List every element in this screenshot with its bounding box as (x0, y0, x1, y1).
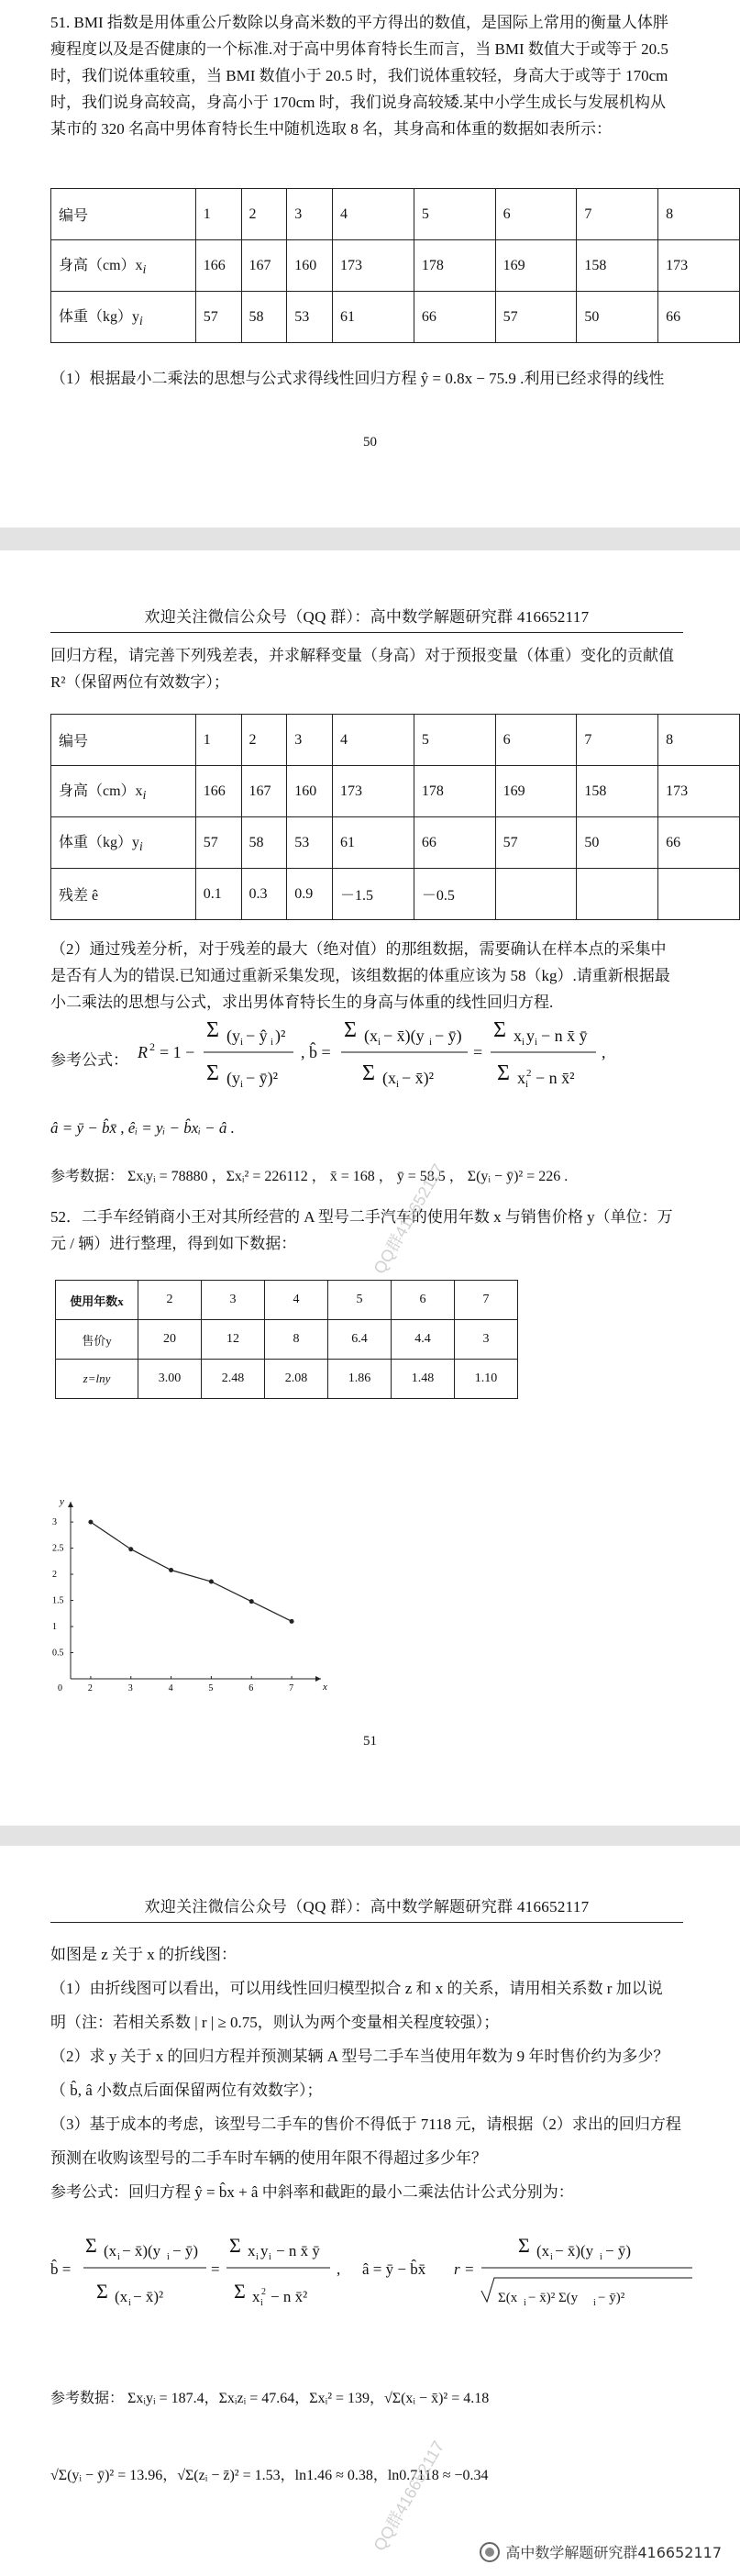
table-row (51, 240, 740, 292)
text-line: 预测在收购该型号的二手车时车辆的使用年限不得超过多少年？ (50, 2149, 487, 2167)
svg-text:y: y (260, 2242, 269, 2260)
chart-svg (50, 1495, 326, 1702)
svg-text:Σ: Σ (344, 1018, 357, 1042)
data-point (249, 1599, 254, 1604)
svg-text:i: i (600, 2252, 602, 2262)
svg-text:− x̄)(y: − x̄)(y (555, 2242, 594, 2260)
svg-text:(x: (x (115, 2288, 128, 2305)
svg-text:Σ: Σ (206, 1018, 219, 1042)
table-cell: 20 (138, 1320, 202, 1360)
table-cell: 使用年数x (56, 1281, 138, 1320)
reference-formula-r2 (50, 1014, 692, 1096)
table-cell: 身高$(cm)x_i$ (51, 240, 196, 292)
svg-text:(y: (y (226, 1069, 240, 1087)
table-cell: 3 (287, 189, 333, 240)
page-header: 欢迎关注微信公众号（QQ 群）：高中数学解题研究群 416652117 (50, 604, 683, 633)
table-cell: 178 (414, 766, 495, 817)
svg-text:b̂ =: b̂ = (50, 2260, 72, 2278)
svg-text:i: i (128, 2298, 131, 2308)
page-header: 欢迎关注微信公众号（QQ 群）：高中数学解题研究群 416652117 (50, 1893, 683, 1923)
table-cell (577, 869, 658, 920)
page-52 (0, 1846, 740, 2576)
page-separator (0, 1826, 740, 1846)
svg-text:,: , (337, 2260, 341, 2278)
table-cell: 7 (455, 1281, 518, 1320)
table-cell: 166 (195, 766, 241, 817)
series-line (91, 1522, 292, 1621)
table-cell: 61 (333, 817, 414, 869)
formula-text: â = ȳ − b̂x̄ , êᵢ = yᵢ − b̂xᵢ − â . (50, 1119, 235, 1137)
svg-text:(x: (x (104, 2242, 117, 2260)
table-cell: 167 (241, 240, 287, 292)
svg-text:i: i (256, 2252, 259, 2262)
svg-text:− x̄)²: − x̄)² (402, 1069, 435, 1087)
table-cell: 160 (287, 240, 333, 292)
text-line: 时，我们说身高较高，身高小于 170cm 时，我们说身高较矮.某中小学生成长与发展机构从 (50, 94, 667, 111)
table-cell: 57 (195, 817, 241, 869)
table-cell: 0.3 (241, 869, 287, 920)
text-line: （1）由折线图可以看出，可以用线性回归模型拟合 z 和 x 的关系，请用相关系数 r 加以说 (50, 1980, 663, 1997)
table-cell: 0.1 (195, 869, 241, 920)
svg-text:− n x̄ ȳ: − n x̄ ȳ (276, 2242, 320, 2260)
data-point (88, 1520, 93, 1525)
text-line: 瘦程度以及是否健康的一个标准.对于高中男体育特长生而言，当 BMI 数值大于或等于 20.5 (50, 40, 668, 58)
svg-text:2: 2 (526, 1068, 532, 1079)
svg-text:i: i (271, 1037, 274, 1048)
table-cell: 2.48 (202, 1360, 265, 1399)
reference-formula-a (50, 1115, 688, 1141)
svg-text:− ȳ): − ȳ) (172, 2242, 198, 2260)
text-line: （2）求 y 关于 x 的回归方程并预测某辆 A 型号二手车当使用年数为 9 年时售价约为多少？ (50, 2048, 669, 2065)
text-line: 参考公式：回归方程 ŷ = b̂x + â 中斜率和截距的最小二乘法估计公式分别为： (50, 2183, 574, 2201)
svg-text:2: 2 (149, 1040, 155, 1053)
table-cell: 2.08 (265, 1360, 328, 1399)
table-cell: 5 (414, 189, 495, 240)
svg-text:x: x (517, 1069, 525, 1087)
text-line: 小二乘法的思想与公式，求出男体育特长生的身高与体重的线性回归方程. (50, 994, 554, 1011)
reference-data-2 (50, 2462, 688, 2489)
svg-text:i: i (167, 2252, 170, 2262)
svg-text:)²: )² (275, 1027, 286, 1045)
svg-text:− x̄)² Σ(y: − x̄)² Σ(y (528, 2291, 579, 2305)
svg-text:Σ: Σ (518, 2234, 530, 2257)
table-cell: 58 (241, 292, 287, 343)
svg-text:,: , (602, 1043, 606, 1061)
table-row (51, 292, 740, 343)
table-cell: 6.4 (328, 1320, 392, 1360)
table-cell: 57 (495, 292, 577, 343)
svg-text:r: r (454, 2260, 460, 2278)
text-line: （ b̂, â 小数点后面保留两位有效数字）； (50, 2082, 323, 2099)
x-tick-label: 6 (249, 1683, 254, 1693)
table-cell: 1.86 (328, 1360, 392, 1399)
svg-text:− x̄)(y: − x̄)(y (383, 1027, 425, 1045)
table-cell: 8 (658, 189, 740, 240)
table-cell: 1 (195, 189, 241, 240)
svg-text:â = ȳ − b̂x̄: â = ȳ − b̂x̄ (362, 2260, 426, 2278)
text-line: （2）通过残差分析，对于残差的最大（绝对值）的那组数据，需要确认在样本点的采集中 (50, 940, 667, 958)
table-row (51, 817, 740, 869)
table-cell: 173 (333, 766, 414, 817)
table-cell: 1.48 (392, 1360, 455, 1399)
data-point (209, 1580, 214, 1584)
svg-text:i: i (260, 2298, 263, 2308)
svg-text:Σ: Σ (493, 1018, 506, 1042)
table-cell: 12 (202, 1320, 265, 1360)
svg-text:− ȳ)²: − ȳ)² (246, 1069, 279, 1087)
page-number: 50 (363, 435, 377, 450)
page-50 (0, 0, 740, 527)
table-cell: 6 (495, 189, 577, 240)
table-cell: 7 (577, 189, 658, 240)
watermark: QQ群416652117 (370, 2437, 448, 2554)
svg-text:i: i (524, 2298, 526, 2308)
svg-text:(x: (x (536, 2242, 550, 2260)
text-line: 51. BMI 指数是用体重公斤数除以身高米数的平方得出的数值，是国际上常用的衡量人体胖 (50, 14, 668, 31)
svg-text:i: i (378, 1037, 381, 1048)
table-cell: 残差 ê (51, 869, 196, 920)
height-weight-table (50, 188, 740, 343)
table-row (56, 1360, 518, 1399)
x-tick-label: 4 (168, 1683, 173, 1693)
table-cell: 2 (241, 715, 287, 766)
table-cell: 7 (577, 715, 658, 766)
svg-text:i: i (396, 1079, 400, 1090)
svg-text:i: i (522, 1037, 525, 1048)
table-cell: 体重$(kg)y_i$ (51, 292, 196, 343)
data-point (290, 1619, 294, 1624)
text-line: 时，我们说体重较重，当 BMI 数值小于 20.5 时，我们说体重较轻，身高大于或等于 170cm (50, 67, 668, 84)
svg-text:x: x (248, 2242, 256, 2260)
svg-text:y: y (526, 1027, 535, 1045)
svg-text:Σ: Σ (497, 1061, 510, 1085)
table-cell: 66 (414, 817, 495, 869)
brand-footer (480, 2541, 722, 2562)
table-row (51, 869, 740, 920)
y-tick-label: 1 (52, 1622, 57, 1633)
svg-text:Σ: Σ (96, 2280, 108, 2303)
svg-text:x: x (514, 1027, 522, 1045)
table-row (51, 715, 740, 766)
table-cell: 0.9 (287, 869, 333, 920)
table-cell: 66 (414, 292, 495, 343)
table-cell: 50 (577, 817, 658, 869)
watermark: QQ群416652117 (370, 1160, 448, 1277)
svg-text:i: i (240, 1079, 244, 1090)
ref-data-values: Σxᵢyᵢ = 187.4，Σxᵢzᵢ = 47.64，Σxᵢ² = 139，√Σ(xᵢ − x̄)² = 4.18 (127, 2391, 490, 2406)
table-row (56, 1320, 518, 1360)
x-tick-label: 2 (87, 1683, 93, 1693)
text-line: 元 / 辆）进行整理，得到如下数据： (50, 1235, 297, 1252)
table-row (56, 1281, 518, 1320)
svg-text:= 1 −: = 1 − (160, 1043, 195, 1061)
table-cell: 体重$(kg)y_i$ (51, 817, 196, 869)
table-cell: 178 (414, 240, 495, 292)
ref-data-values: Σxᵢyᵢ = 78880 ，Σxᵢ² = 226112 ， x̄ = 168 ， ȳ = 58.5 ， Σ(yᵢ − ȳ)² = 226 . (127, 1169, 569, 1184)
table-cell: 售价y (56, 1320, 138, 1360)
table-cell: 158 (577, 240, 658, 292)
svg-text:=: = (473, 1043, 483, 1061)
table-cell: 57 (495, 817, 577, 869)
svg-text:− x̄)(y: − x̄)(y (122, 2242, 161, 2260)
y-axis-label: y (60, 1496, 64, 1507)
brand-text: 高中数学解题研究群416652117 (505, 2544, 722, 2561)
y-tick-label: 2 (52, 1570, 57, 1581)
table-cell: 4 (265, 1281, 328, 1320)
reference-data (50, 1163, 688, 1190)
table-cell: 8 (265, 1320, 328, 1360)
car-price-table (55, 1280, 518, 1399)
x-tick-label: 3 (127, 1683, 133, 1693)
svg-text:=: = (211, 2260, 220, 2278)
svg-text:Σ: Σ (85, 2234, 97, 2257)
svg-text:− x̄)²: − x̄)² (133, 2288, 164, 2305)
text-line: 是否有人为的错误.已知通过重新采集发现，该组数据的体重应该为 58（kg）.请重新根据最 (50, 967, 670, 984)
svg-text:− ȳ): − ȳ) (605, 2242, 631, 2260)
svg-text:(y: (y (226, 1027, 240, 1045)
svg-text:Σ: Σ (234, 2280, 246, 2303)
svg-text:− ŷ: − ŷ (246, 1027, 268, 1045)
svg-text:Σ: Σ (362, 1061, 375, 1085)
x-axis-label: x (323, 1682, 327, 1693)
problem-51-text (50, 9, 688, 142)
text-line: 回归方程，请完善下列残差表，并求解释变量（身高）对于预报变量（体重）变化的贡献值 (50, 647, 674, 664)
table-row (51, 189, 740, 240)
x-axis-arrow (315, 1676, 321, 1682)
table-cell (658, 869, 740, 920)
table-cell: －1.5 (333, 869, 414, 920)
table-cell: 2 (241, 189, 287, 240)
table-cell: 3.00 (138, 1360, 202, 1399)
svg-text:− n x̄ ȳ: − n x̄ ȳ (541, 1027, 588, 1045)
table-cell: 3 (287, 715, 333, 766)
table-cell: 3 (202, 1281, 265, 1320)
table-cell: 编号 (51, 189, 196, 240)
table-cell: 66 (658, 817, 740, 869)
table-cell: 2 (138, 1281, 202, 1320)
svg-text:2: 2 (261, 2287, 266, 2297)
svg-text:i: i (269, 2252, 271, 2262)
table-cell: 50 (577, 292, 658, 343)
table-cell: 6 (392, 1281, 455, 1320)
table-cell: 6 (495, 715, 577, 766)
problem-52-questions (50, 1938, 688, 2209)
page-51 (0, 550, 740, 1826)
y-tick-label: 0.5 (52, 1648, 64, 1659)
svg-text:Σ: Σ (229, 2234, 241, 2257)
table-cell: 173 (658, 766, 740, 817)
y-tick-label: 1.5 (52, 1595, 64, 1606)
table-cell: 173 (658, 240, 740, 292)
table-cell: 173 (333, 240, 414, 292)
table-cell: 1.10 (455, 1360, 518, 1399)
question-2-text (50, 936, 688, 1016)
table-cell: －0.5 (414, 869, 495, 920)
ref-data-label: 参考数据： (50, 1169, 125, 1184)
formula-graphic (50, 2226, 692, 2318)
svg-text:− ȳ)²: − ȳ)² (598, 2291, 625, 2305)
y-tick-label: 3 (52, 1517, 57, 1528)
svg-text:(x: (x (382, 1069, 396, 1087)
table-cell: 167 (241, 766, 287, 817)
page-separator (0, 527, 740, 550)
svg-text:i: i (117, 2252, 120, 2262)
regression-formulas (50, 2226, 692, 2318)
table-cell: 1 (195, 715, 241, 766)
text-line: 某市的 320 名高中男体育特长生中随机选取 8 名，其身高和体重的数据如表所示： (50, 120, 612, 138)
data-point (169, 1568, 173, 1572)
y-axis-arrow (68, 1502, 73, 1507)
table-cell: 160 (287, 766, 333, 817)
table-cell: 身高$(cm)x_i$ (51, 766, 196, 817)
table-cell: 53 (287, 292, 333, 343)
table-cell (495, 869, 577, 920)
svg-text:=: = (465, 2260, 474, 2278)
svg-text:i: i (429, 1037, 433, 1048)
data-point (128, 1547, 133, 1551)
x-tick-label: 7 (289, 1683, 294, 1693)
table-cell: 4 (333, 715, 414, 766)
table-row (51, 766, 740, 817)
table-cell: 66 (658, 292, 740, 343)
svg-text:R: R (138, 1043, 148, 1061)
table-cell: 5 (414, 715, 495, 766)
problem-52-text (50, 1204, 688, 1257)
table-cell: 5 (328, 1281, 392, 1320)
svg-text:Σ: Σ (206, 1061, 219, 1085)
z-vs-x-line-chart (50, 1495, 326, 1706)
svg-text:− n x̄²: − n x̄² (536, 1069, 575, 1087)
svg-text:i: i (535, 1037, 538, 1048)
table-cell: 158 (577, 766, 658, 817)
table-cell: 61 (333, 292, 414, 343)
question-1-text: （1）根据最小二乘法的思想与公式求得线性回归方程 ŷ = 0.8x − 75.9 .利用已经求得的线性 (50, 370, 665, 387)
svg-text:Σ(x: Σ(x (498, 2291, 518, 2305)
table-cell: 169 (495, 240, 577, 292)
svg-text:i: i (525, 1079, 529, 1090)
svg-text:x: x (252, 2288, 260, 2305)
x-tick-label: 5 (208, 1683, 214, 1693)
svg-text:− n x̄²: − n x̄² (271, 2288, 308, 2305)
table-cell: 编号 (51, 715, 196, 766)
table-cell: 57 (195, 292, 241, 343)
table-cell: 53 (287, 817, 333, 869)
svg-text:− ȳ): − ȳ) (435, 1027, 462, 1045)
page-number: 51 (363, 1734, 377, 1749)
y-tick-label: 2.5 (52, 1543, 64, 1554)
text-line: 明（注：若相关系数 | r | ≥ 0.75，则认为两个变量相关程度较强）； (50, 2014, 500, 2031)
svg-text:i: i (550, 2252, 553, 2262)
formula-graphic (138, 1014, 706, 1096)
svg-text:i: i (593, 2298, 596, 2308)
wechat-logo-icon (480, 2542, 500, 2562)
continuation-text (50, 642, 688, 695)
table-cell: 4 (333, 189, 414, 240)
origin-label: 0 (58, 1683, 62, 1693)
table-cell: 166 (195, 240, 241, 292)
svg-text:i: i (240, 1037, 244, 1048)
text-line: 如图是 z 关于 x 的折线图： (50, 1946, 237, 1963)
table-cell: z=lny (56, 1360, 138, 1399)
table-cell: 4.4 (392, 1320, 455, 1360)
text-line: （3）基于成本的考虑，该型号二手车的售价不得低于 7118 元，请根据（2）求出的回归方程 (50, 2115, 681, 2133)
formula-label: 参考公式： (50, 1051, 128, 1069)
table-cell: 169 (495, 766, 577, 817)
text-line: 52．二手车经销商小王对其所经营的 A 型号二手汽车的使用年数 x 与销售价格 y（单位：万 (50, 1208, 673, 1226)
reference-data (50, 2385, 688, 2412)
residual-table (50, 714, 740, 920)
table-cell: 58 (241, 817, 287, 869)
table-cell: 3 (455, 1320, 518, 1360)
table-cell: 8 (658, 715, 740, 766)
text-line: R²（保留两位有效数字）； (50, 673, 229, 691)
ref-data-label: 参考数据： (50, 2391, 125, 2406)
ref-data-values: √Σ(yᵢ − ȳ)² = 13.96，√Σ(zᵢ − z̄)² = 1.53，ln1.46 ≈ 0.38，ln0.7118 ≈ −0.34 (50, 2468, 489, 2483)
svg-text:(x: (x (364, 1027, 378, 1045)
svg-text:, b̂ =: , b̂ = (301, 1043, 331, 1061)
